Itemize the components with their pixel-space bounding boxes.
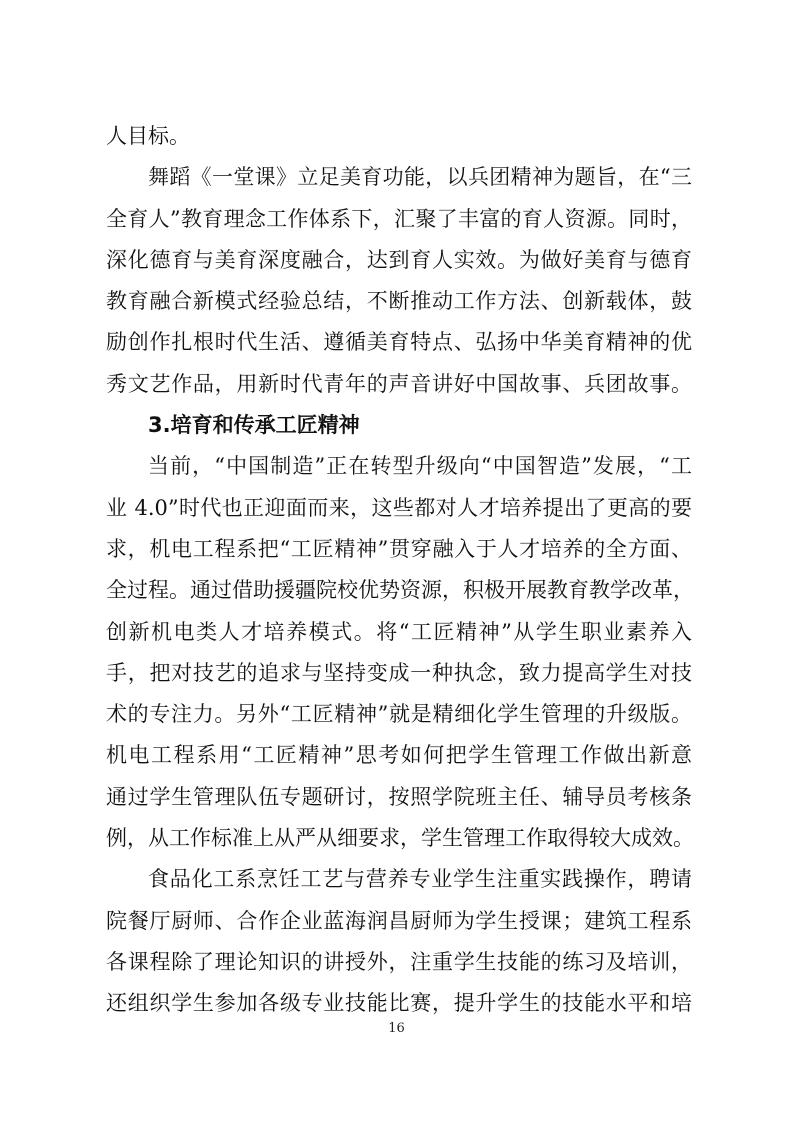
text-line: 机电工程系用“工匠精神”思考如何把学生管理工作做出新意: [106, 743, 692, 768]
text-line: 励创作扎根时代生活、遵循美育特点、弘扬中华美育精神的优: [106, 330, 692, 355]
text-line: 创新机电类人才培养模式。将“工匠精神”从学生职业素养入: [106, 619, 692, 644]
text-line: 手，把对技艺的追求与坚持变成一种执念，致力提高学生对技: [106, 660, 692, 685]
text-line: 食品化工系烹饪工艺与营养专业学生注重实践操作，聘请: [148, 867, 692, 892]
text-line: 人目标。: [106, 124, 190, 148]
text-line: 深化德育与美育深度融合，达到育人实效。为做好美育与德育: [106, 247, 692, 272]
text-line: 舞蹈《一堂课》立足美育功能，以兵团精神为题旨，在“三: [148, 165, 692, 190]
text-line: 全过程。通过借助援疆院校优势资源，积极开展教育教学改革，: [106, 578, 694, 603]
text-line: 求，机电工程系把“工匠精神”贯穿融入于人才培养的全方面、: [106, 536, 692, 561]
body-text: [106, 116, 692, 1025]
text-line: 各课程除了理论知识的讲授外，注重学生技能的练习及培训，: [106, 949, 692, 974]
text-line: 通过学生管理队伍专题研讨，按照学院班主任、辅导员考核条: [106, 784, 692, 809]
section-heading: 3.培育和传承工匠精神: [148, 413, 360, 438]
page-number: 16: [388, 1021, 405, 1036]
text-line: 秀文艺作品，用新时代青年的声音讲好中国故事、兵团故事。: [106, 371, 692, 396]
text-line: 术的专注力。另外“工匠精神”就是精细化学生管理的升级版。: [106, 702, 692, 727]
text-line: 例，从工作标准上从严从细要求，学生管理工作取得较大成效。: [106, 826, 694, 851]
text-line: 教育融合新模式经验总结，不断推动工作方法、创新载体，鼓: [106, 289, 692, 314]
text-line: 业 4.0”时代也正迎面而来，这些都对人才培养提出了更高的要: [106, 495, 692, 520]
text-line: 当前，“中国制造”正在转型升级向“中国智造”发展，“工: [148, 454, 692, 479]
text-line: 院餐厅厨师、合作企业蓝海润昌厨师为学生授课；建筑工程系: [106, 908, 692, 933]
text-line: 全育人”教育理念工作体系下，汇聚了丰富的育人资源。同时，: [106, 206, 692, 231]
text-line: 还组织学生参加各级专业技能比赛，提升学生的技能水平和培: [106, 991, 692, 1016]
